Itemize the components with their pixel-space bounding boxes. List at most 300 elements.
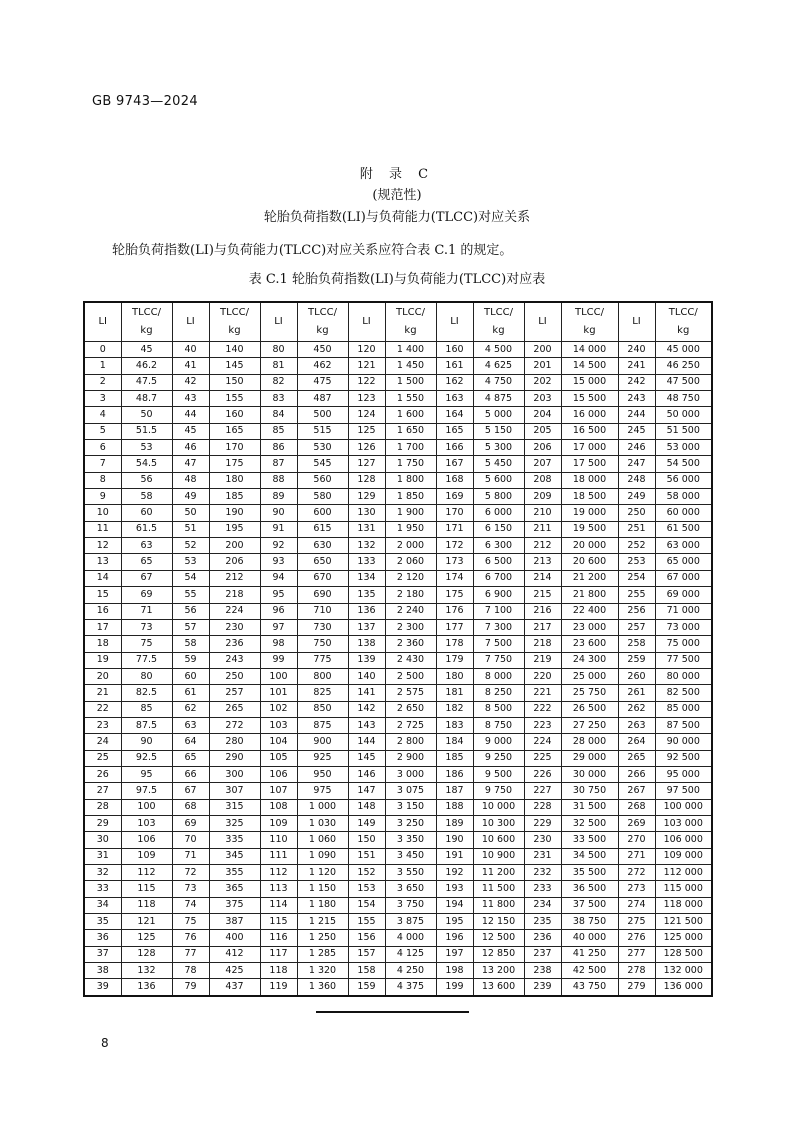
table-row [84,374,712,390]
cell-li: 232 [524,865,561,881]
table-row [84,554,712,570]
cell-li: 156 [348,930,385,946]
cell-tlcc: 73 [121,619,172,635]
cell-li: 192 [436,865,473,881]
cell-tlcc: 18 000 [561,472,618,488]
cell-tlcc: 77.5 [121,652,172,668]
cell-li: 275 [618,914,655,930]
cell-li: 149 [348,815,385,831]
cell-li: 222 [524,701,561,717]
cell-tlcc: 65 000 [655,554,712,570]
cell-li: 207 [524,456,561,472]
cell-tlcc: 150 [209,374,260,390]
cell-tlcc: 1 400 [385,342,436,358]
cell-tlcc: 92 500 [655,750,712,766]
cell-tlcc: 1 360 [297,979,348,996]
cell-tlcc: 462 [297,358,348,374]
cell-li: 101 [260,685,297,701]
cell-li: 245 [618,423,655,439]
cell-li: 246 [618,440,655,456]
cell-tlcc: 4 750 [473,374,524,390]
cell-tlcc: 22 400 [561,603,618,619]
cell-tlcc: 10 900 [473,848,524,864]
cell-li: 44 [172,407,209,423]
cell-li: 21 [84,685,121,701]
cell-li: 200 [524,342,561,358]
cell-li: 68 [172,799,209,815]
cell-tlcc: 8 000 [473,668,524,684]
cell-li: 211 [524,521,561,537]
cell-tlcc: 6 000 [473,505,524,521]
cell-tlcc: 7 100 [473,603,524,619]
cell-tlcc: 9 500 [473,766,524,782]
cell-tlcc: 1 750 [385,456,436,472]
cell-li: 253 [618,554,655,570]
cell-tlcc: 106 000 [655,832,712,848]
cell-li: 16 [84,603,121,619]
cell-tlcc: 32 500 [561,815,618,831]
cell-li: 108 [260,799,297,815]
cell-tlcc: 54.5 [121,456,172,472]
header-tlcc-unit: kg [677,325,690,336]
cell-li: 135 [348,587,385,603]
table-row [84,734,712,750]
cell-tlcc: 2 650 [385,701,436,717]
table-row [84,865,712,881]
cell-tlcc: 115 000 [655,881,712,897]
table-row [84,766,712,782]
cell-li: 130 [348,505,385,521]
cell-tlcc: 3 550 [385,865,436,881]
cell-li: 267 [618,783,655,799]
cell-tlcc: 12 150 [473,914,524,930]
cell-li: 83 [260,391,297,407]
cell-li: 212 [524,538,561,554]
table-row [84,619,712,635]
cell-li: 243 [618,391,655,407]
cell-tlcc: 200 [209,538,260,554]
cell-li: 99 [260,652,297,668]
cell-li: 19 [84,652,121,668]
cell-tlcc: 5 600 [473,472,524,488]
cell-tlcc: 950 [297,766,348,782]
cell-li: 12 [84,538,121,554]
cell-li: 38 [84,963,121,979]
cell-li: 236 [524,930,561,946]
cell-li: 201 [524,358,561,374]
cell-tlcc: 1 000 [297,799,348,815]
cell-tlcc: 21 800 [561,587,618,603]
cell-tlcc: 272 [209,717,260,733]
cell-tlcc: 4 875 [473,391,524,407]
cell-tlcc: 40 000 [561,930,618,946]
cell-tlcc: 2 300 [385,619,436,635]
cell-tlcc: 800 [297,668,348,684]
cell-li: 129 [348,489,385,505]
cell-li: 199 [436,979,473,996]
cell-tlcc: 10 300 [473,815,524,831]
cell-li: 80 [260,342,297,358]
cell-li: 170 [436,505,473,521]
cell-li: 144 [348,734,385,750]
cell-tlcc: 1 320 [297,963,348,979]
table-row [84,848,712,864]
cell-tlcc: 265 [209,701,260,717]
cell-tlcc: 1 090 [297,848,348,864]
cell-tlcc: 48.7 [121,391,172,407]
cell-tlcc: 31 500 [561,799,618,815]
cell-li: 105 [260,750,297,766]
cell-li: 179 [436,652,473,668]
cell-li: 255 [618,587,655,603]
header-tlcc [561,302,618,342]
header-tlcc [121,302,172,342]
cell-tlcc: 13 200 [473,963,524,979]
cell-tlcc: 3 075 [385,783,436,799]
cell-tlcc: 4 625 [473,358,524,374]
cell-li: 122 [348,374,385,390]
cell-tlcc: 2 430 [385,652,436,668]
cell-li: 59 [172,652,209,668]
cell-li: 203 [524,391,561,407]
cell-li: 193 [436,881,473,897]
cell-li: 184 [436,734,473,750]
cell-li: 104 [260,734,297,750]
cell-li: 62 [172,701,209,717]
cell-tlcc: 145 [209,358,260,374]
cell-tlcc: 47 500 [655,374,712,390]
page-number: 8 [101,1036,109,1050]
cell-tlcc: 11 800 [473,897,524,913]
cell-li: 220 [524,668,561,684]
cell-li: 210 [524,505,561,521]
cell-li: 93 [260,554,297,570]
cell-tlcc: 425 [209,963,260,979]
end-rule [316,1011,469,1013]
table-row [84,832,712,848]
cell-li: 162 [436,374,473,390]
cell-li: 206 [524,440,561,456]
cell-li: 103 [260,717,297,733]
cell-tlcc: 1 800 [385,472,436,488]
cell-li: 205 [524,423,561,439]
cell-tlcc: 87 500 [655,717,712,733]
cell-li: 238 [524,963,561,979]
cell-li: 265 [618,750,655,766]
cell-tlcc: 132 000 [655,963,712,979]
table-row [84,587,712,603]
header-li: LI [260,302,297,342]
cell-tlcc: 17 000 [561,440,618,456]
cell-tlcc: 1 285 [297,946,348,962]
cell-tlcc: 20 600 [561,554,618,570]
cell-li: 76 [172,930,209,946]
cell-tlcc: 775 [297,652,348,668]
cell-tlcc: 103 [121,815,172,831]
cell-li: 213 [524,554,561,570]
cell-tlcc: 60 [121,505,172,521]
cell-li: 244 [618,407,655,423]
cell-li: 26 [84,766,121,782]
cell-tlcc: 2 725 [385,717,436,733]
cell-li: 36 [84,930,121,946]
cell-tlcc: 90 000 [655,734,712,750]
cell-li: 272 [618,865,655,881]
cell-tlcc: 4 375 [385,979,436,996]
cell-li: 109 [260,815,297,831]
cell-tlcc: 67 000 [655,570,712,586]
cell-tlcc: 36 500 [561,881,618,897]
cell-li: 70 [172,832,209,848]
cell-li: 94 [260,570,297,586]
cell-tlcc: 61.5 [121,521,172,537]
table-row [84,701,712,717]
cell-tlcc: 11 200 [473,865,524,881]
cell-li: 227 [524,783,561,799]
cell-li: 242 [618,374,655,390]
table-row [84,636,712,652]
cell-tlcc: 140 [209,342,260,358]
cell-li: 77 [172,946,209,962]
cell-li: 18 [84,636,121,652]
cell-tlcc: 243 [209,652,260,668]
cell-tlcc: 670 [297,570,348,586]
cell-tlcc: 42 500 [561,963,618,979]
table-row [84,750,712,766]
cell-li: 234 [524,897,561,913]
cell-tlcc: 26 500 [561,701,618,717]
cell-li: 250 [618,505,655,521]
cell-li: 56 [172,603,209,619]
cell-tlcc: 14 000 [561,342,618,358]
table-row [84,815,712,831]
cell-tlcc: 325 [209,815,260,831]
table-row [84,783,712,799]
table-row [84,881,712,897]
cell-tlcc: 69 000 [655,587,712,603]
cell-tlcc: 54 500 [655,456,712,472]
cell-tlcc: 290 [209,750,260,766]
cell-tlcc: 97 500 [655,783,712,799]
cell-li: 61 [172,685,209,701]
cell-li: 225 [524,750,561,766]
cell-tlcc: 20 000 [561,538,618,554]
cell-li: 172 [436,538,473,554]
cell-li: 75 [172,914,209,930]
cell-tlcc: 112 [121,865,172,881]
cell-tlcc: 85 [121,701,172,717]
cell-li: 231 [524,848,561,864]
cell-li: 147 [348,783,385,799]
cell-li: 30 [84,832,121,848]
cell-li: 131 [348,521,385,537]
cell-li: 60 [172,668,209,684]
cell-li: 151 [348,848,385,864]
cell-li: 228 [524,799,561,815]
cell-li: 102 [260,701,297,717]
cell-tlcc: 85 000 [655,701,712,717]
cell-tlcc: 6 900 [473,587,524,603]
cell-li: 241 [618,358,655,374]
cell-tlcc: 106 [121,832,172,848]
cell-li: 32 [84,865,121,881]
cell-tlcc: 1 060 [297,832,348,848]
cell-tlcc: 2 060 [385,554,436,570]
cell-tlcc: 580 [297,489,348,505]
cell-li: 168 [436,472,473,488]
cell-tlcc: 545 [297,456,348,472]
cell-li: 148 [348,799,385,815]
cell-li: 89 [260,489,297,505]
header-tlcc-unit: kg [316,325,329,336]
cell-tlcc: 47.5 [121,374,172,390]
header-tlcc-unit: kg [492,325,505,336]
cell-li: 189 [436,815,473,831]
header-tlcc-label: TLCC/ [131,307,161,318]
cell-li: 142 [348,701,385,717]
cell-li: 92 [260,538,297,554]
cell-li: 216 [524,603,561,619]
cell-li: 52 [172,538,209,554]
cell-li: 40 [172,342,209,358]
cell-tlcc: 82.5 [121,685,172,701]
cell-li: 118 [260,963,297,979]
cell-tlcc: 1 450 [385,358,436,374]
cell-tlcc: 103 000 [655,815,712,831]
cell-li: 165 [436,423,473,439]
cell-tlcc: 35 500 [561,865,618,881]
cell-tlcc: 375 [209,897,260,913]
cell-tlcc: 710 [297,603,348,619]
cell-tlcc: 56 [121,472,172,488]
cell-tlcc: 95 000 [655,766,712,782]
cell-li: 269 [618,815,655,831]
table-row [84,963,712,979]
standard-code: GB 9743—2024 [92,94,198,109]
cell-li: 219 [524,652,561,668]
header-tlcc-unit: kg [583,325,596,336]
cell-li: 197 [436,946,473,962]
cell-li: 114 [260,897,297,913]
header-tlcc [473,302,524,342]
cell-tlcc: 23 600 [561,636,618,652]
appendix-subject: 轮胎负荷指数(LI)与负荷能力(TLCC)对应关系 [263,210,531,225]
cell-li: 182 [436,701,473,717]
cell-tlcc: 48 750 [655,391,712,407]
table-header-row [84,302,712,342]
cell-tlcc: 128 [121,946,172,962]
cell-li: 20 [84,668,121,684]
cell-li: 251 [618,521,655,537]
cell-li: 171 [436,521,473,537]
header-li: LI [348,302,385,342]
cell-tlcc: 18 500 [561,489,618,505]
cell-tlcc: 21 200 [561,570,618,586]
cell-li: 155 [348,914,385,930]
cell-li: 54 [172,570,209,586]
cell-li: 11 [84,521,121,537]
cell-li: 128 [348,472,385,488]
cell-tlcc: 400 [209,930,260,946]
cell-tlcc: 450 [297,342,348,358]
cell-li: 176 [436,603,473,619]
header-tlcc-label: TLCC/ [668,307,698,318]
cell-li: 204 [524,407,561,423]
cell-tlcc: 65 [121,554,172,570]
cell-tlcc: 50 000 [655,407,712,423]
cell-tlcc: 3 750 [385,897,436,913]
cell-tlcc: 175 [209,456,260,472]
cell-li: 181 [436,685,473,701]
cell-li: 123 [348,391,385,407]
cell-tlcc: 51.5 [121,423,172,439]
cell-tlcc: 9 750 [473,783,524,799]
cell-li: 249 [618,489,655,505]
header-tlcc-unit: kg [140,325,153,336]
cell-tlcc: 335 [209,832,260,848]
cell-li: 239 [524,979,561,996]
cell-li: 141 [348,685,385,701]
cell-li: 125 [348,423,385,439]
cell-li: 139 [348,652,385,668]
cell-li: 85 [260,423,297,439]
table-row [84,358,712,374]
cell-li: 124 [348,407,385,423]
cell-tlcc: 15 500 [561,391,618,407]
cell-tlcc: 1 180 [297,897,348,913]
cell-tlcc: 7 300 [473,619,524,635]
cell-tlcc: 615 [297,521,348,537]
cell-li: 223 [524,717,561,733]
cell-tlcc: 115 [121,881,172,897]
cell-li: 167 [436,456,473,472]
cell-tlcc: 16 500 [561,423,618,439]
cell-tlcc: 280 [209,734,260,750]
cell-tlcc: 3 875 [385,914,436,930]
table-row [84,946,712,962]
cell-tlcc: 690 [297,587,348,603]
cell-tlcc: 165 [209,423,260,439]
cell-li: 55 [172,587,209,603]
cell-tlcc: 1 120 [297,865,348,881]
cell-li: 81 [260,358,297,374]
header-tlcc-unit: kg [404,325,417,336]
cell-tlcc: 67 [121,570,172,586]
cell-tlcc: 307 [209,783,260,799]
cell-li: 270 [618,832,655,848]
cell-tlcc: 100 [121,799,172,815]
cell-tlcc: 9 250 [473,750,524,766]
cell-li: 46 [172,440,209,456]
cell-li: 100 [260,668,297,684]
cell-tlcc: 71 [121,603,172,619]
cell-li: 15 [84,587,121,603]
cell-tlcc: 230 [209,619,260,635]
cell-tlcc: 43 750 [561,979,618,996]
cell-li: 33 [84,881,121,897]
cell-tlcc: 2 500 [385,668,436,684]
cell-li: 259 [618,652,655,668]
cell-tlcc: 5 300 [473,440,524,456]
cell-li: 134 [348,570,385,586]
table-row [84,505,712,521]
cell-li: 187 [436,783,473,799]
cell-tlcc: 487 [297,391,348,407]
cell-tlcc: 1 030 [297,815,348,831]
cell-tlcc: 33 500 [561,832,618,848]
cell-li: 82 [260,374,297,390]
cell-tlcc: 8 750 [473,717,524,733]
